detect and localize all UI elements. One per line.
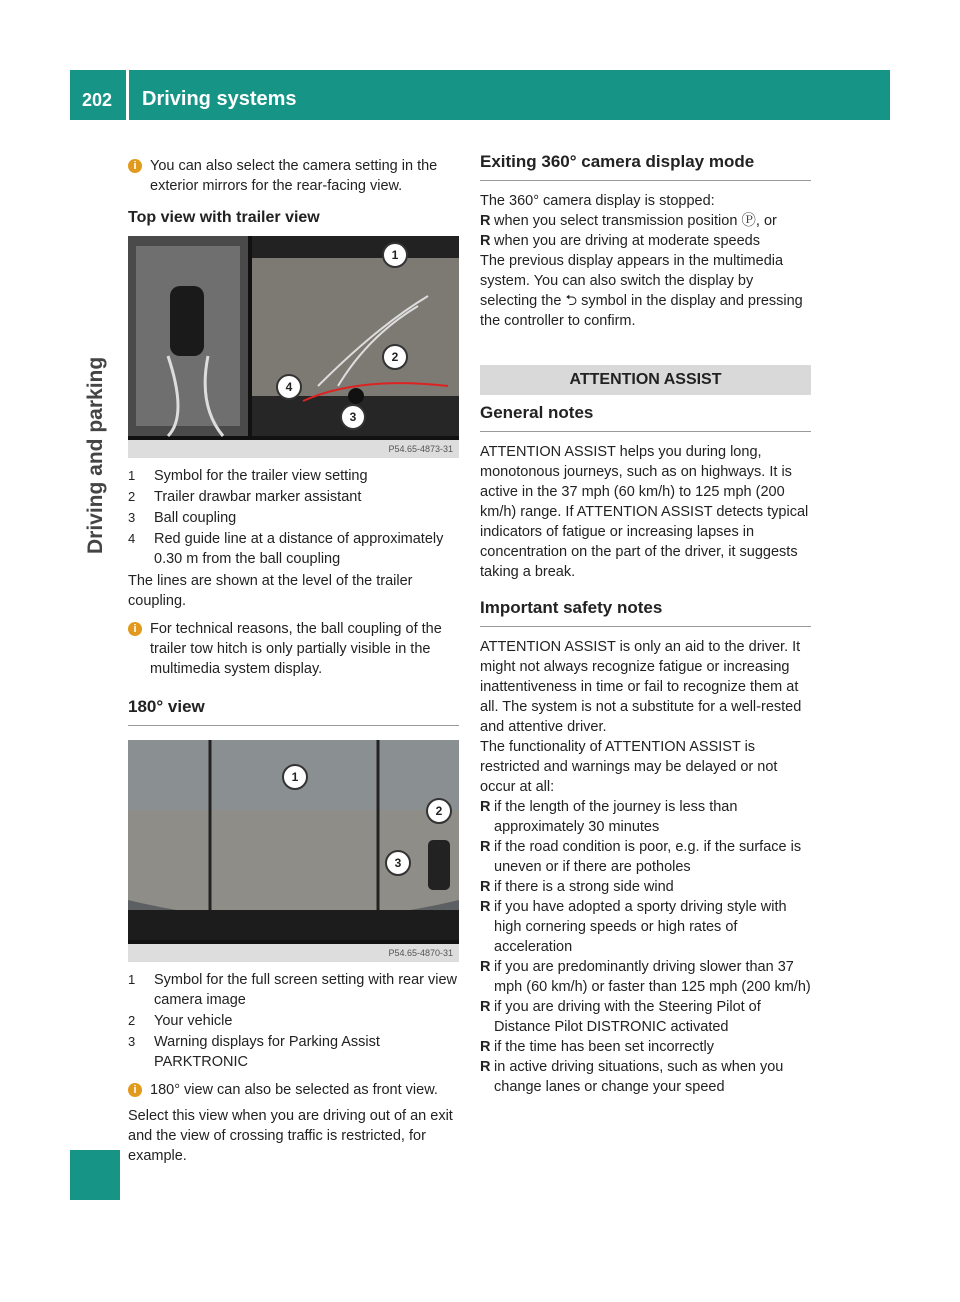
bullet-item <box>480 997 811 1037</box>
paragraph-select: Select this view when you are driving out of an exit and the view of crossing traffic is restricted, for example. <box>128 1108 453 1164</box>
bullet-item <box>480 211 811 231</box>
info-note <box>128 619 459 679</box>
left-column <box>128 150 459 1166</box>
legend-item <box>128 487 459 507</box>
bullet-marker: R <box>480 799 491 815</box>
info-text: 180° view can also be selected as front view. <box>150 1082 438 1098</box>
bullet-text: if you have adopted a sporty driving style with high cornering speeds or high rates of acceleration <box>494 899 787 955</box>
legend-number: 3 <box>128 510 136 525</box>
callout-3: 3 <box>385 850 411 876</box>
legend-180-view <box>128 970 459 1072</box>
legend-item <box>128 466 459 486</box>
legend-text: Warning displays for Parking Assist PARKTRONIC <box>154 1034 380 1070</box>
figure-code: P54.65-4870-31 <box>128 944 459 962</box>
header-divider <box>126 70 129 120</box>
bullet-text: if the road condition is poor, e.g. if the surface is uneven or if there are potholes <box>494 839 802 875</box>
bullet-text: in active driving situations, such as when you change lanes or change your speed <box>494 1059 784 1095</box>
bullet-marker: R <box>480 213 491 229</box>
callout-3: 3 <box>340 404 366 430</box>
callout-4: 4 <box>276 374 302 400</box>
info-icon: i <box>128 1083 142 1097</box>
page-number: 202 <box>82 90 113 110</box>
side-chapter-label: Driving and parking <box>84 356 107 554</box>
bullet-item <box>480 837 811 877</box>
legend-text: Symbol for the full screen setting with rear view camera image <box>154 972 458 1008</box>
legend-item <box>128 1011 459 1031</box>
section-box-attention-assist: ATTENTION ASSIST <box>480 365 811 395</box>
heading-general-notes: General notes <box>480 403 811 432</box>
bullet-item <box>480 1037 811 1057</box>
heading-safety-notes: Important safety notes <box>480 598 811 627</box>
figure-code: P54.65-4873-31 <box>128 440 459 458</box>
info-note <box>128 1080 459 1100</box>
callout-1: 1 <box>282 764 308 790</box>
bullet-item <box>480 1057 811 1097</box>
paragraph-safety-1: ATTENTION ASSIST is only an aid to the driver. It might not always recognize fatigue or increasing inattentiveness in time or fail to recognize them at all. The system is not a substitute for a well-rested and attentive driver. <box>480 639 802 735</box>
info-icon: i <box>128 159 142 173</box>
top-view-camera-image <box>128 236 459 458</box>
bullet-text: when you are driving at moderate speeds <box>494 233 760 249</box>
bullet-item <box>480 231 811 251</box>
bullet-text: if you are driving with the Steering Pilot of Distance Pilot DISTRONIC activated <box>494 999 761 1035</box>
bullet-marker: R <box>480 839 491 855</box>
section-title: Driving systems <box>142 88 297 110</box>
bullet-marker: R <box>480 999 491 1015</box>
info-icon: i <box>128 622 142 636</box>
bullet-text: if the length of the journey is less than approximately 30 minutes <box>494 799 738 835</box>
legend-text: Your vehicle <box>154 1013 233 1029</box>
bullet-text: if you are predominantly driving slower than 37 mph (60 km/h) or faster than 125 mph (200 km/h) <box>494 959 811 995</box>
legend-text: Red guide line at a distance of approximately 0.30 m from the ball coupling <box>154 531 444 567</box>
legend-number: 2 <box>128 1013 136 1028</box>
legend-number: 2 <box>128 489 136 504</box>
callout-2: 2 <box>426 798 452 824</box>
bullet-marker: R <box>480 1039 491 1055</box>
bullet-marker: R <box>480 959 491 975</box>
right-column <box>480 150 811 1097</box>
legend-item <box>128 508 459 528</box>
info-text: You can also select the camera setting in the exterior mirrors for the rear-facing view. <box>150 158 438 194</box>
heading-180-view: 180° view <box>128 697 459 726</box>
paragraph-general: ATTENTION ASSIST helps you during long, monotonous journeys, such as on highways. It is active in the 37 mph (60 km/h) to 125 mph (200 km/h) range. If ATTENTION ASSIST detects typical indicators of fatigue or increasing lapses in concentration on the part of the driver, it suggests taking a break. <box>480 444 809 580</box>
bullet-text: when you select transmission position Ⓟ, or <box>494 213 777 229</box>
legend-item <box>128 1032 459 1072</box>
paragraph-previous: The previous display appears in the multimedia system. You can also switch the display by selecting the ⮌ symbol in the display and pressing the controller to confirm. <box>480 253 803 329</box>
bullet-marker: R <box>480 233 491 249</box>
legend-item <box>128 970 459 1010</box>
legend-number: 4 <box>128 531 136 546</box>
legend-text: Ball coupling <box>154 510 237 526</box>
legend-top-view <box>128 466 459 569</box>
bullet-text: if the time has been set incorrectly <box>494 1039 715 1055</box>
figure-180-view <box>128 740 459 962</box>
info-text: For technical reasons, the ball coupling of the trailer tow hitch is only partially visible in the multimedia system display. <box>150 621 442 677</box>
legend-number: 1 <box>128 972 136 987</box>
paragraph-stopped: The 360° camera display is stopped: <box>480 193 715 209</box>
callout-1: 1 <box>382 242 408 268</box>
paragraph-safety-2: The functionality of ATTENTION ASSIST is restricted and warnings may be delayed or not occur at all: <box>480 739 778 795</box>
bullet-item <box>480 957 811 997</box>
page-header <box>70 70 890 120</box>
callout-2: 2 <box>382 344 408 370</box>
side-tab-marker <box>70 1150 120 1200</box>
legend-text: Symbol for the trailer view setting <box>154 468 368 484</box>
legend-number: 1 <box>128 468 136 483</box>
figure-top-view <box>128 236 459 458</box>
heading-exit: Exiting 360° camera display mode <box>480 152 811 181</box>
legend-number: 3 <box>128 1034 136 1049</box>
paragraph-lines: The lines are shown at the level of the trailer coupling. <box>128 573 413 609</box>
bullet-item <box>480 897 811 957</box>
heading-top-view: Top view with trailer view <box>128 209 320 226</box>
bullet-marker: R <box>480 1059 491 1075</box>
legend-item <box>128 529 459 569</box>
bullet-marker: R <box>480 879 491 895</box>
bullet-item <box>480 797 811 837</box>
bullet-marker: R <box>480 899 491 915</box>
legend-text: Trailer drawbar marker assistant <box>154 489 362 505</box>
bullet-text: if there is a strong side wind <box>494 879 674 895</box>
info-note <box>128 156 459 196</box>
bullet-item <box>480 877 811 897</box>
